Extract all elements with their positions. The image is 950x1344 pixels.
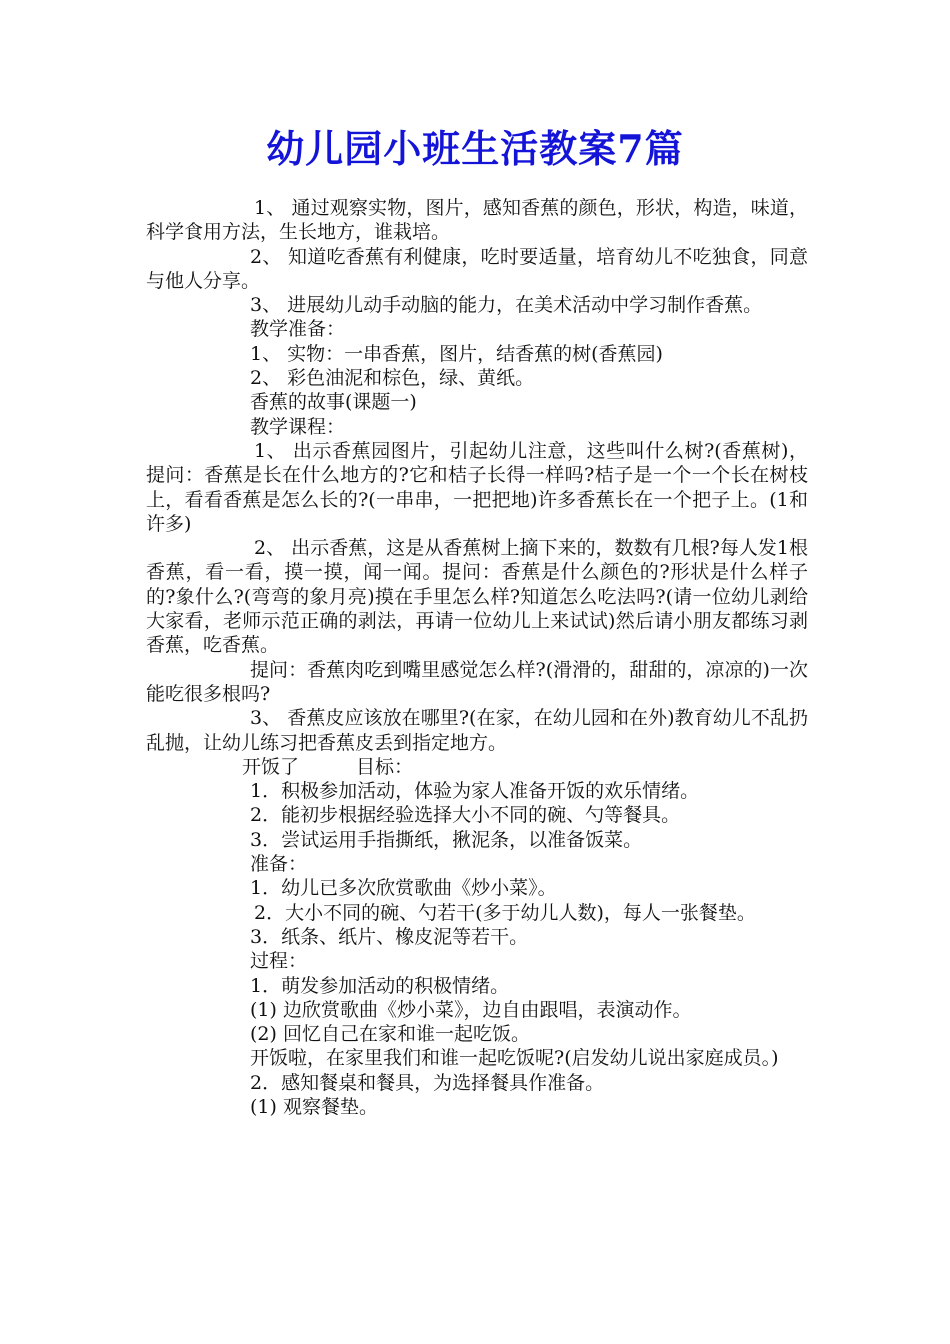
paragraph: 1．积极参加活动，体验为家人准备开饭的欢乐情绪。	[250, 780, 700, 803]
paragraph: (1) 边欣赏歌曲《炒小菜》，边自由跟唱，表演动作。	[250, 998, 692, 1021]
paragraph: 准备：	[250, 853, 308, 876]
paragraph: 2．大小不同的碗、勺若干(多于幼儿人数)，每人一张餐垫。	[254, 901, 756, 924]
paragraph: 3、 进展幼儿动手动脑的能力，在美术活动中学习制作香蕉。	[250, 294, 763, 317]
paragraph: 香蕉的故事(课题一)	[250, 391, 417, 414]
paragraph: 2、 出示香蕉，这是从香蕉树上摘下来的，数数有几根?每人发1根香蕉，看一看，摸一摸，闻一闻。提问：香蕉是什么颜色的?形状是什么样子的?象什么?(弯弯的象月亮)摸在手里怎么样?知道怎么吃法吗?(请一位幼儿剥给大家看，老师示范正确的剥法，再请一位幼儿上来试试)然后请小朋友都练习剥香蕉，吃香蕉。	[146, 537, 808, 657]
paragraph: 开饭啦，在家里我们和谁一起吃饭呢?(启发幼儿说出家庭成员。)	[250, 1047, 779, 1070]
paragraph: 1、 通过观察实物，图片，感知香蕉的颜色，形状，构造，味道，科学食用方法，生长地方，谁栽培。	[146, 197, 808, 244]
paragraph: 3．尝试运用手指撕纸，揪泥条，以准备饭菜。	[250, 828, 643, 851]
paragraph: 3．纸条、纸片、橡皮泥等若干。	[250, 925, 529, 948]
paragraph: (1) 观察餐垫。	[250, 1095, 378, 1118]
paragraph: 2、 知道吃香蕉有利健康，吃时要适量，培育幼儿不吃独食，同意与他人分享。	[146, 245, 808, 292]
paragraph: 教学准备：	[250, 318, 346, 341]
paragraph: 2、 彩色油泥和棕色，绿、黄纸。	[250, 367, 535, 390]
paragraph: (2) 回忆自己在家和谁一起吃饭。	[250, 1023, 530, 1046]
paragraph: 3、 香蕉皮应该放在哪里?(在家，在幼儿园和在外)教育幼儿不乱扔乱抛，让幼儿练习把香蕉皮丢到指定地方。	[146, 707, 808, 754]
paragraph: 1、 实物：一串香蕉，图片，结香蕉的树(香蕉园)	[250, 342, 663, 365]
paragraph: 提问：香蕉肉吃到嘴里感觉怎么样?(滑滑的，甜甜的，凉凉的)一次能吃很多根吗?	[146, 658, 808, 705]
paragraph: 2．感知餐桌和餐具，为选择餐具作准备。	[250, 1071, 605, 1094]
paragraph: 1、 出示香蕉园图片，引起幼儿注意，这些叫什么树?(香蕉树)，提问：香蕉是长在什么地方的?它和桔子长得一样吗?桔子是一个一个长在树枝上，看看香蕉是怎么长的?(一串串，一把把地)许多香蕉长在一个把子上。(1和许多)	[146, 439, 808, 535]
document-title: 幼儿园小班生活教案7篇	[266, 126, 684, 171]
paragraph: 开饭了 目标：	[242, 755, 414, 778]
paragraph: 1．幼儿已多次欣赏歌曲《炒小菜》。	[250, 877, 557, 900]
paragraph: 2．能初步根据经验选择大小不同的碗、勺等餐具。	[250, 804, 681, 827]
paragraph: 过程：	[250, 950, 308, 973]
paragraph: 教学课程：	[250, 415, 346, 438]
document-body	[146, 196, 808, 1119]
paragraph: 1．萌发参加活动的积极情绪。	[250, 974, 510, 997]
